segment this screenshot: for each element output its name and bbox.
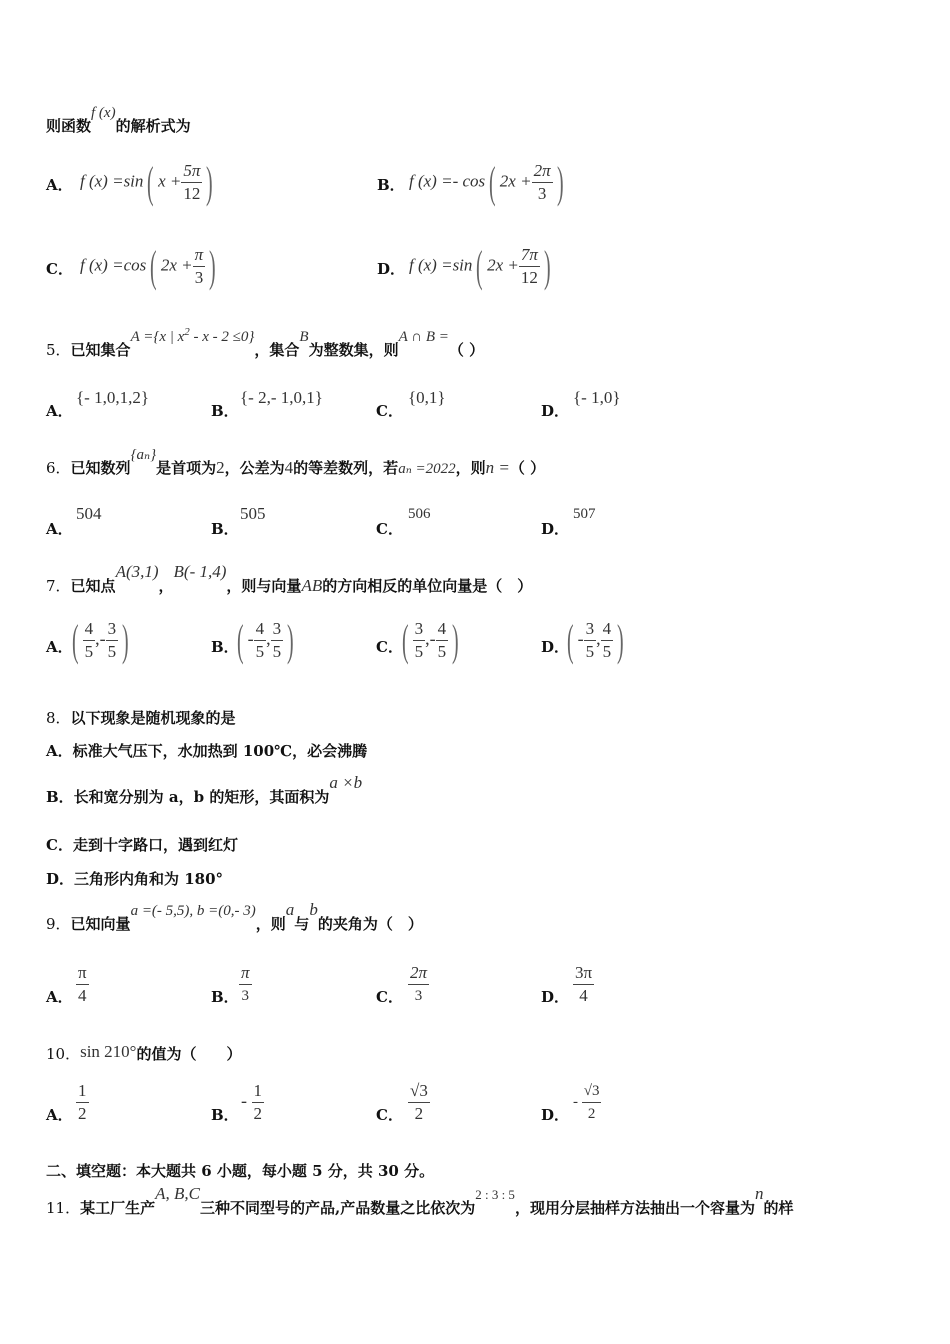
paren-right: ) xyxy=(122,615,129,665)
fraction-wrap xyxy=(239,962,252,1007)
question-number: 9． xyxy=(46,915,71,933)
frac-num: π xyxy=(76,962,89,985)
q11-n: n xyxy=(754,1184,764,1203)
q5-option-d[interactable] xyxy=(541,388,621,421)
q7-option-c[interactable] xyxy=(376,615,459,665)
frac-den: 3 xyxy=(537,184,547,203)
q9-vec-a: a xyxy=(285,900,295,919)
q9-option-a[interactable] xyxy=(46,962,87,1006)
question-number: 6． xyxy=(46,459,71,477)
option-label: A． xyxy=(46,402,73,420)
q4-d-formula xyxy=(409,241,555,291)
option-label: C． xyxy=(376,988,403,1006)
frac-den: 12 xyxy=(520,268,538,287)
fraction xyxy=(582,1080,602,1125)
paren-right: ) xyxy=(452,615,459,665)
fraction xyxy=(532,160,553,205)
q10-stem xyxy=(46,1044,242,1064)
fraction xyxy=(408,962,429,1007)
q11-stem xyxy=(46,1184,794,1219)
frac-num: 3 xyxy=(413,618,426,641)
frac-num: 2π xyxy=(408,962,429,985)
option-label: A． xyxy=(46,1106,73,1124)
option-label: C． xyxy=(376,402,403,420)
frac-den: 5 xyxy=(272,642,282,661)
frac-num: 3π xyxy=(573,962,594,985)
q11-text: 的样 xyxy=(763,1199,794,1217)
intro-line xyxy=(46,105,191,137)
option-value: {- 1,0,1,2} xyxy=(76,388,149,407)
option-text: A．标准大气压下，水加热到 100℃，必会沸腾 xyxy=(46,742,368,760)
paren-left: ( xyxy=(402,615,409,665)
q9-vectors: a =(- 5,5), b =(0,- 3) xyxy=(130,903,256,919)
option-label: B． xyxy=(211,520,239,538)
frac-den: 3 xyxy=(414,988,423,1004)
q6-option-b[interactable] xyxy=(211,504,266,539)
q5-text: 为整数集，则 xyxy=(308,341,399,359)
formula-inner: 2x + xyxy=(487,255,519,275)
question-number: 7． xyxy=(46,577,71,595)
q7-option-d[interactable] xyxy=(541,615,624,665)
q5-text: ，集合 xyxy=(254,341,300,359)
q6-option-c[interactable] xyxy=(376,506,431,539)
frac-den: 2 xyxy=(253,1104,262,1123)
q9-stem xyxy=(46,900,423,935)
formula-lhs: f (x) =sin xyxy=(80,171,144,191)
q8-option-b[interactable] xyxy=(46,773,363,807)
frac-num: 3 xyxy=(271,618,284,641)
q5-option-c[interactable] xyxy=(376,388,446,421)
q8-option-c[interactable] xyxy=(46,835,238,855)
frac-num: 4 xyxy=(83,618,96,641)
option-label: C． xyxy=(376,638,403,656)
fraction-wrap xyxy=(408,962,429,1007)
frac-den: 5 xyxy=(602,642,612,661)
fraction xyxy=(584,618,597,663)
q9-text: 已知向量 xyxy=(70,915,131,933)
fraction xyxy=(601,618,614,663)
frac-den: 5 xyxy=(107,642,117,661)
q7-option-b[interactable] xyxy=(211,615,294,665)
q5-set-a-exp: 2 xyxy=(184,326,190,338)
formula-inner: 2x + xyxy=(160,255,193,275)
option-label: B． xyxy=(211,988,239,1006)
q6-text: 已知数列 xyxy=(70,459,131,477)
formula-lhs: f (x) =- cos xyxy=(409,171,486,191)
paren-right: ) xyxy=(206,157,214,207)
q5-option-b[interactable] xyxy=(211,388,323,421)
q6-first: 2 xyxy=(216,458,225,477)
frac-num: √3 xyxy=(582,1080,602,1103)
frac-den: 5 xyxy=(255,642,265,661)
frac-num: 4 xyxy=(436,618,449,641)
q9-text: ，则 xyxy=(255,915,286,933)
fraction xyxy=(76,1080,89,1125)
frac-num: 1 xyxy=(76,1080,89,1103)
option-value: {- 2,- 1,0,1} xyxy=(240,388,323,407)
question-number: 8． xyxy=(46,709,71,727)
option-label: D． xyxy=(377,260,406,278)
q11-text: 某工厂生产 xyxy=(80,1199,156,1217)
formula-inner: 2x + xyxy=(499,171,532,191)
q4-b-formula xyxy=(409,157,567,207)
prefix-sign: - xyxy=(241,1090,247,1111)
fraction xyxy=(573,962,594,1007)
fraction xyxy=(408,1080,430,1125)
fraction xyxy=(254,618,267,663)
frac-num: 4 xyxy=(254,618,267,641)
q5-text: （ ） xyxy=(448,341,485,359)
q7-b-formula xyxy=(233,615,298,665)
intro-func: f (x) xyxy=(91,105,116,121)
fraction xyxy=(413,618,426,663)
frac-den: 3 xyxy=(194,268,204,287)
option-value: {- 1,0} xyxy=(573,388,621,407)
q9-text: 的夹角为（ ） xyxy=(317,915,423,933)
paren-left: ( xyxy=(237,615,244,665)
question-number: 10． xyxy=(46,1045,81,1063)
q11-abc: A, B,C xyxy=(155,1184,200,1203)
option-value: 505 xyxy=(240,504,266,523)
fraction xyxy=(436,618,449,663)
option-value: 507 xyxy=(573,506,596,522)
q5-text: 已知集合 xyxy=(70,341,131,359)
q6-option-d[interactable] xyxy=(541,506,596,539)
option-text: B．长和宽分别为 a，b 的矩形，其面积为 xyxy=(46,788,330,806)
q7-c-formula xyxy=(398,615,463,665)
q6-text: 的等差数列，若 xyxy=(293,459,399,477)
fraction xyxy=(252,1080,265,1125)
q10-text: 的值为（ ） xyxy=(136,1045,242,1063)
option-value: {0,1} xyxy=(408,388,446,407)
paren-right: ) xyxy=(556,157,564,207)
frac-num: π xyxy=(239,962,252,985)
question-number: 5． xyxy=(46,341,71,359)
separator: ,- xyxy=(425,628,436,649)
fraction xyxy=(239,962,252,1007)
q5-set-b: B xyxy=(299,329,309,345)
q6-cond: aₙ =2022 xyxy=(398,461,456,477)
frac-num: 5π xyxy=(181,160,202,183)
q6-n: n = xyxy=(485,458,510,477)
q7-point-b: B(- 1,4) xyxy=(173,562,227,581)
paren-right: ) xyxy=(617,615,624,665)
option-label: D． xyxy=(541,520,570,538)
paren-left: ( xyxy=(567,615,574,665)
q5-set-a-rest: - x - 2 ≤0} xyxy=(189,329,255,345)
q4-option-c[interactable] xyxy=(46,241,216,291)
q6-diff: 4 xyxy=(284,458,294,477)
q8-text: 以下现象是随机现象的是 xyxy=(70,709,236,727)
section-2-header xyxy=(46,1161,434,1181)
prefix-sign: - xyxy=(247,628,254,649)
q6-text: ，则 xyxy=(455,459,486,477)
paren-right: ) xyxy=(209,241,216,291)
q8-b-math: a ×b xyxy=(329,773,363,792)
option-label: D． xyxy=(541,988,570,1006)
q8-option-a[interactable] xyxy=(46,741,367,761)
fraction xyxy=(83,618,96,663)
q7-vector: AB xyxy=(301,576,323,595)
q10-option-d[interactable] xyxy=(541,1080,600,1124)
fraction-wrap xyxy=(408,1080,430,1125)
option-label: B． xyxy=(211,402,239,420)
q7-text: ，则与向量 xyxy=(226,577,302,595)
q7-text: 的方向相反的单位向量是（ ） xyxy=(322,577,533,595)
section-title: 二、填空题：本大题共 6 小题，每小题 5 分，共 30 分。 xyxy=(46,1162,435,1180)
frac-den: 2 xyxy=(587,1106,596,1122)
q7-a-formula xyxy=(68,615,133,665)
question-number: 11． xyxy=(46,1199,81,1217)
paren-right: ) xyxy=(287,615,294,665)
option-value: 506 xyxy=(408,506,431,522)
q6-seq: {aₙ} xyxy=(130,447,157,463)
frac-den: 4 xyxy=(78,986,87,1005)
frac-den: 12 xyxy=(183,184,201,203)
fraction-wrap xyxy=(76,1080,89,1125)
intro-text-after: 的解析式为 xyxy=(115,117,191,135)
q10-option-c[interactable] xyxy=(376,1080,428,1124)
option-label: D． xyxy=(541,638,570,656)
q10-expr: sin 210° xyxy=(80,1042,137,1061)
frac-num: π xyxy=(193,244,206,267)
option-label: D． xyxy=(541,402,570,420)
paren-right: ) xyxy=(543,241,551,291)
paren-left: ( xyxy=(476,241,484,291)
option-label: D． xyxy=(541,1106,570,1124)
q10-option-a[interactable] xyxy=(46,1080,87,1124)
q6-stem xyxy=(46,447,546,479)
fraction xyxy=(106,618,119,663)
frac-num: 7π xyxy=(519,244,540,267)
fraction xyxy=(181,160,202,205)
q7-point-a: A(3,1) xyxy=(115,562,159,581)
prefix-sign: - xyxy=(577,628,584,649)
q11-text: ，现用分层抽样方法抽出一个容量为 xyxy=(514,1199,755,1217)
q7-sep: ， xyxy=(158,577,174,595)
fraction-wrap xyxy=(573,962,594,1007)
fraction-wrap xyxy=(573,1080,601,1125)
frac-num: √3 xyxy=(408,1080,430,1103)
q8-option-d[interactable] xyxy=(46,869,223,889)
option-label: C． xyxy=(46,260,73,278)
frac-den: 5 xyxy=(84,642,94,661)
frac-den: 2 xyxy=(78,1104,87,1123)
fraction xyxy=(193,244,206,289)
fraction xyxy=(519,244,540,289)
q6-text: ，公差为 xyxy=(224,459,285,477)
separator: , xyxy=(266,628,271,649)
q9-option-b[interactable] xyxy=(211,962,250,1006)
option-label: B． xyxy=(211,1106,239,1124)
formula-lhs: f (x) =cos xyxy=(80,255,147,275)
q11-ratio: 2 : 3 : 5 xyxy=(475,1187,515,1202)
option-label: A． xyxy=(46,520,73,538)
option-value: 504 xyxy=(76,504,102,523)
paren-left: ( xyxy=(489,157,496,207)
q4-a-formula xyxy=(80,157,217,207)
option-label: A． xyxy=(46,638,73,656)
frac-num: 2π xyxy=(532,160,553,183)
option-label: B． xyxy=(377,176,405,194)
paren-left: ( xyxy=(147,157,155,207)
separator: , xyxy=(596,628,601,649)
option-label: C． xyxy=(376,520,403,538)
frac-num: 1 xyxy=(252,1080,265,1103)
q7-stem xyxy=(46,562,533,596)
frac-den: 5 xyxy=(414,642,424,661)
frac-den: 4 xyxy=(579,986,588,1005)
q5-set-a: A ={x | x xyxy=(130,329,185,345)
q9-vec-b: b xyxy=(309,900,318,919)
q6-text: 是首项为 xyxy=(156,459,217,477)
q10-option-b[interactable] xyxy=(211,1080,262,1124)
prefix-sign: - xyxy=(573,1093,578,1110)
option-text: C．走到十字路口，遇到红灯 xyxy=(46,836,238,854)
q6-text: （ ） xyxy=(509,459,546,477)
paren-left: ( xyxy=(150,241,157,291)
q9-text: 与 xyxy=(294,915,310,933)
q4-c-formula xyxy=(80,241,220,291)
option-text: D．三角形内角和为 180° xyxy=(46,870,224,888)
q7-text: 已知点 xyxy=(70,577,116,595)
separator: ,- xyxy=(95,628,106,649)
frac-num: 3 xyxy=(106,618,119,641)
frac-den: 2 xyxy=(414,1104,424,1123)
q5-expr: A ∩ B = xyxy=(398,329,449,345)
frac-den: 3 xyxy=(241,988,250,1004)
fraction xyxy=(271,618,284,663)
q8-stem xyxy=(46,708,236,728)
intro-text: 则函数 xyxy=(46,117,92,135)
fraction-wrap xyxy=(76,962,89,1007)
option-label: A． xyxy=(46,988,73,1006)
q6-option-a[interactable] xyxy=(46,504,102,539)
q11-text: 三种不同型号的产品,产品数量之比依次为 xyxy=(199,1199,476,1217)
paren-left: ( xyxy=(72,615,79,665)
fraction xyxy=(76,962,89,1007)
q7-option-a[interactable] xyxy=(46,615,129,665)
q5-option-a[interactable] xyxy=(46,388,149,421)
frac-den: 5 xyxy=(585,642,595,661)
option-label: A． xyxy=(46,176,73,194)
formula-lhs: f (x) =sin xyxy=(409,255,473,275)
option-label: C． xyxy=(376,1106,403,1124)
q7-d-formula xyxy=(563,615,628,665)
frac-den: 5 xyxy=(437,642,447,661)
frac-num: 4 xyxy=(601,618,614,641)
option-label: B． xyxy=(211,638,239,656)
fraction-wrap xyxy=(241,1080,264,1125)
frac-num: 3 xyxy=(584,618,597,641)
formula-inner: x + xyxy=(158,171,182,191)
